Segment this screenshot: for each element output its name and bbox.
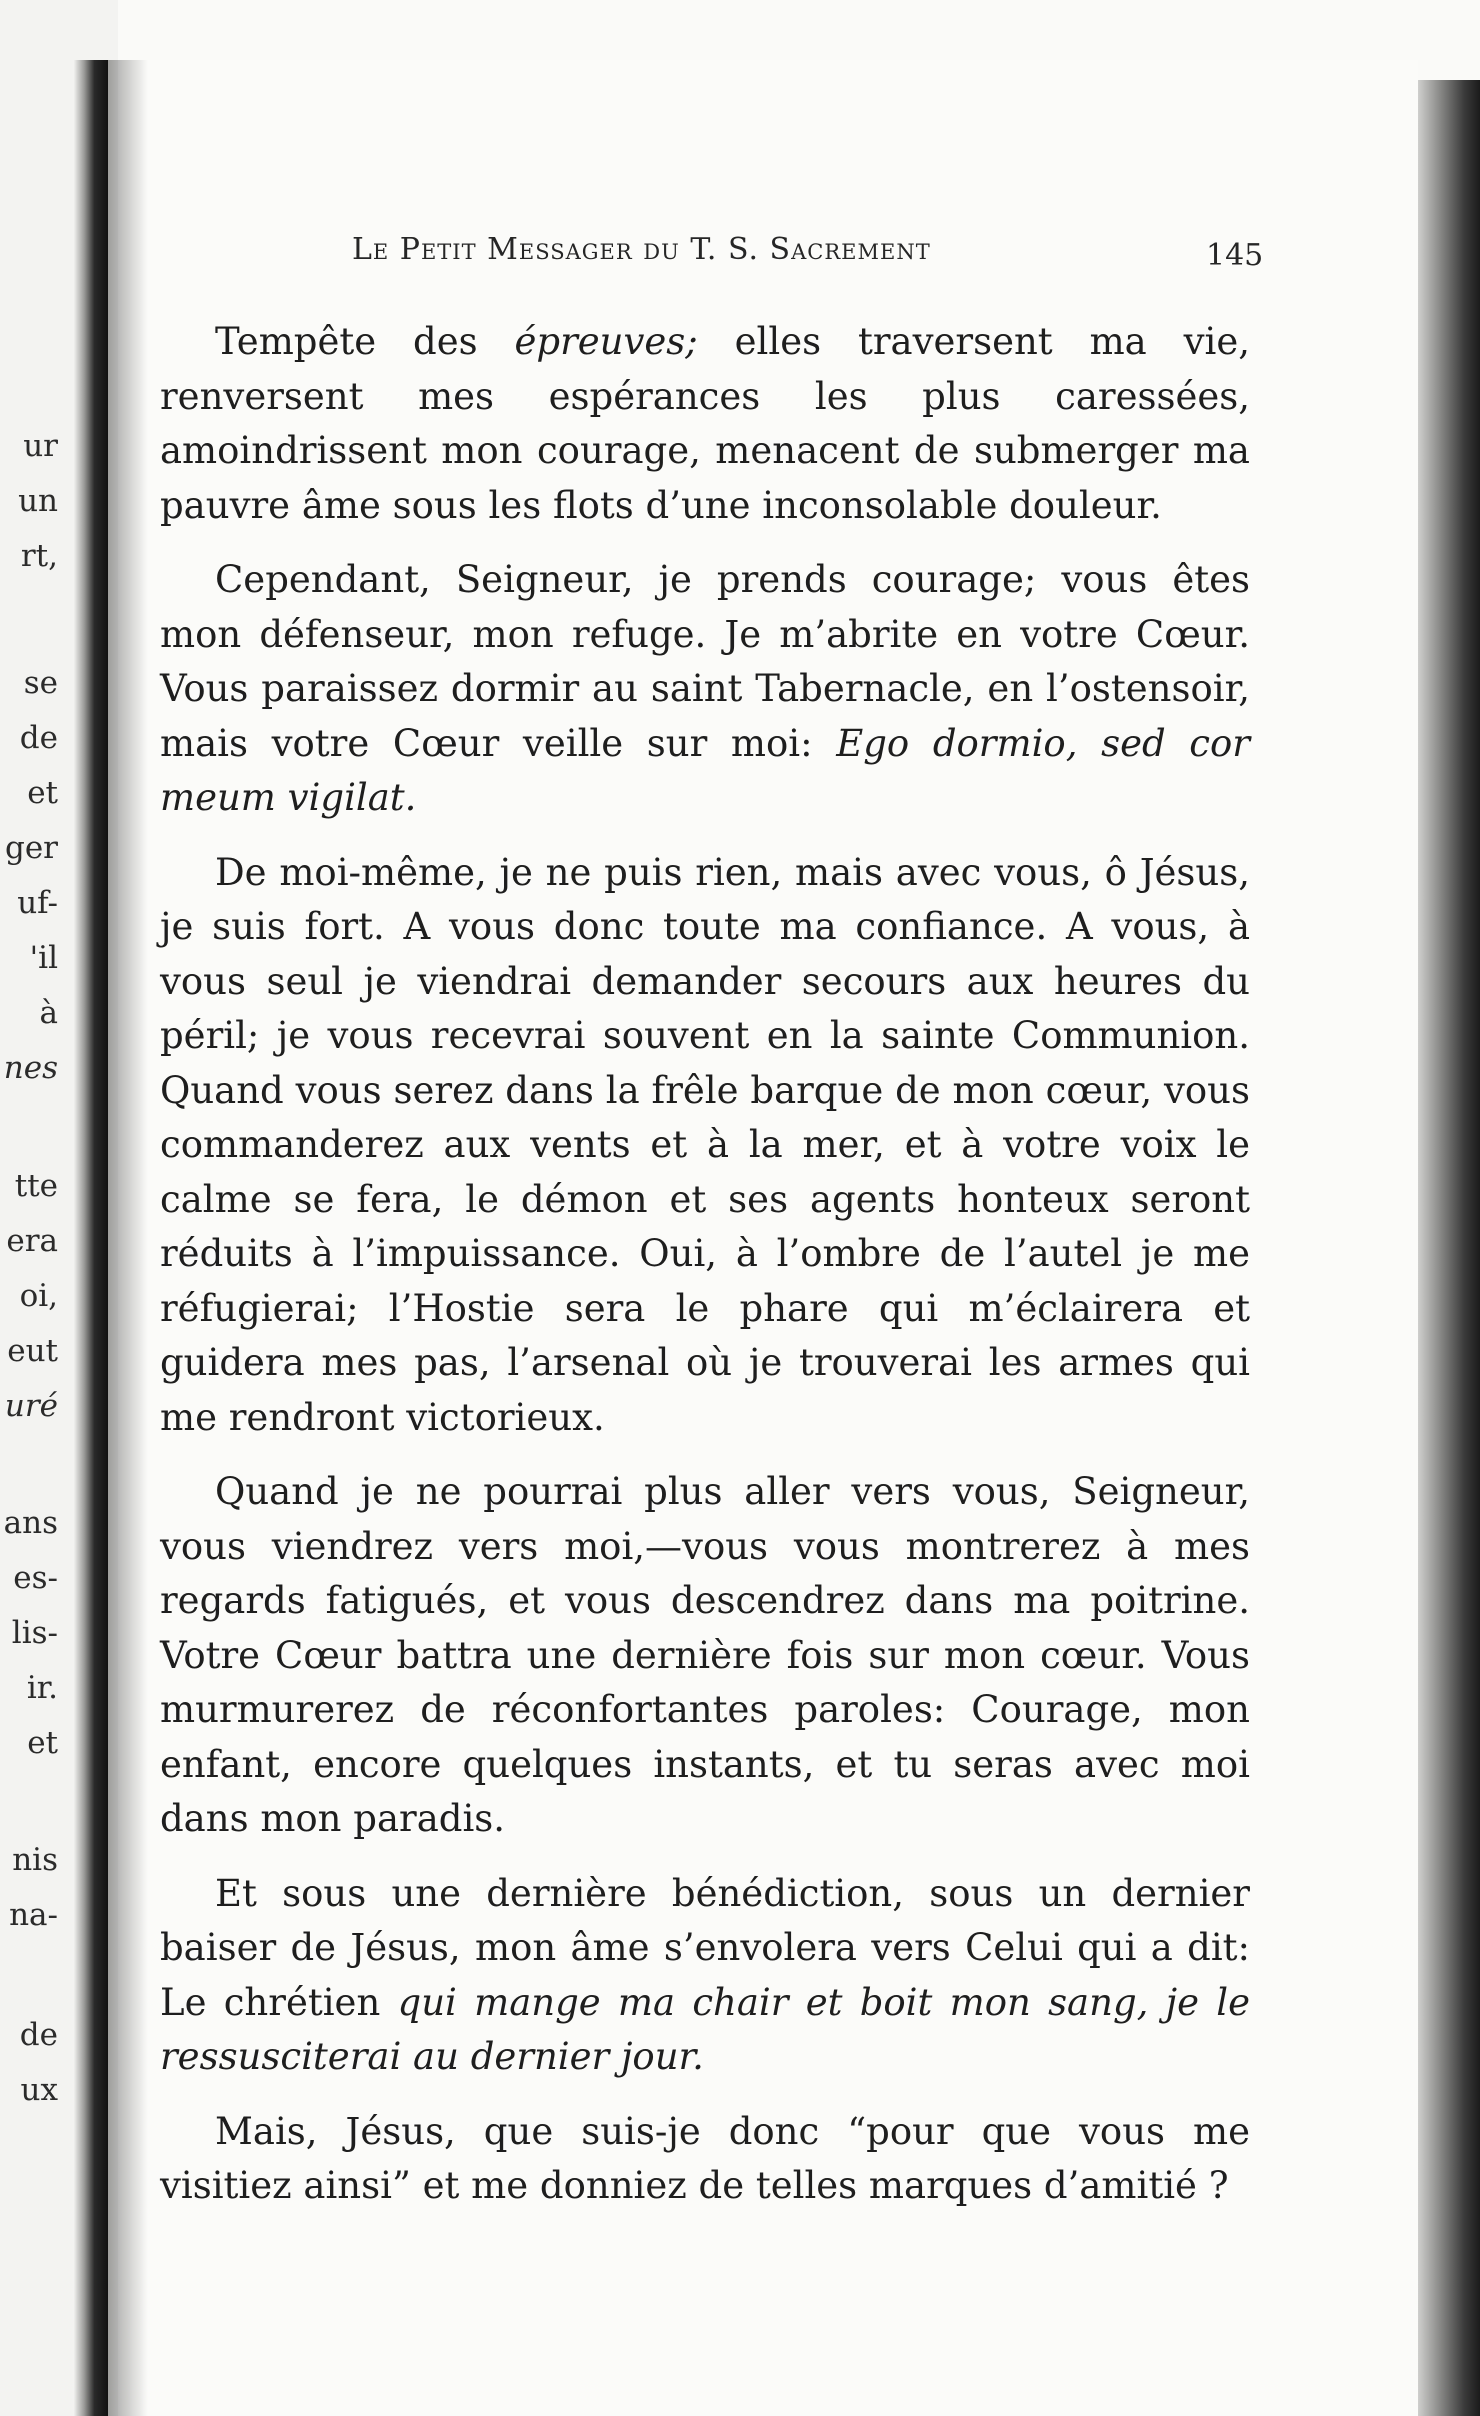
prev-page-fragment: de xyxy=(19,2017,58,2053)
prev-page-fragment: oi, xyxy=(19,1278,58,1314)
prev-page-fragment: nis xyxy=(12,1842,58,1878)
prev-page-fragment: 'il xyxy=(29,940,58,976)
paragraph-text: De moi-même, je ne puis rien, mais avec vous, ô Jésus, je suis fort. A vous donc toute ma confiance. A vous, à vous seul je viendrai demander secours aux heures du péril; je vous recevrai souvent en la sainte Communion. Quand vous serez dans la frêle barque de mon cœur, vous commanderez aux vents et à la mer, et à votre voix le calme se fera, le démon et ses agents honteux seront réduits à l’impuissance. Oui, à l’ombre de l’autel je me réfugierai; l’Hostie sera le phare qui m’éclairera et guidera mes pas, l’arsenal où je trouverai les armes qui me rendront victorieux. xyxy=(160,850,1250,1439)
prev-page-fragment: uré xyxy=(4,1388,58,1424)
prev-page-fragment: à xyxy=(39,995,58,1031)
prev-page-fragment: tte xyxy=(14,1168,58,1204)
prev-page-fragment: ux xyxy=(20,2072,58,2108)
running-head-title-mid: du xyxy=(643,232,680,267)
prev-page-fragment: ger xyxy=(4,830,58,866)
page-number: 145 xyxy=(1206,238,1264,273)
paragraph xyxy=(160,2105,1250,2214)
prev-page-fragment: un xyxy=(18,483,58,519)
prev-page-fragment: uf- xyxy=(17,885,58,921)
prev-page-fragment: de xyxy=(19,720,58,756)
page-edge-right xyxy=(1418,80,1480,2416)
prev-page-fragment: eut xyxy=(7,1333,58,1369)
prev-page-fragment: ir. xyxy=(26,1670,58,1706)
paragraph-text: Tempête des xyxy=(215,320,515,363)
paragraph-text: Mais, Jésus, que suis-je donc “pour que vous me visitiez ainsi” et me donniez de telles marques d’amitié ? xyxy=(160,2109,1250,2207)
paragraph xyxy=(160,315,1250,533)
paragraph-text: Cependant, Seigneur, je prends courage; vous êtes mon défenseur, mon refuge. Je m’abrite en votre Cœur. Vous paraissez dormir au saint Tabernacle, en l’ostensoir, mais votre Cœur veille sur moi: xyxy=(160,558,1250,765)
prev-page-fragment: lis- xyxy=(11,1615,58,1651)
paragraph xyxy=(160,553,1250,826)
gutter-shadow xyxy=(108,60,148,2416)
prev-page-fragment: es- xyxy=(13,1560,58,1596)
running-head-title-end: T. S. Sacrement xyxy=(690,232,931,267)
latin-quote: Ego dormio, sed cor meum vigilat. xyxy=(160,721,1250,819)
paragraph-text: Et sous une dernière bénédiction, sous un dernier baiser de Jésus, mon âme s’envolera vers Celui qui a dit: Le chrétien xyxy=(160,1871,1250,2024)
previous-page-text xyxy=(0,0,70,2416)
italic-phrase: épreuves; xyxy=(514,320,698,363)
scripture-quote: qui mange ma chair et boit mon sang, je le ressusciterai au dernier jour. xyxy=(160,1980,1250,2078)
prev-page-fragment: ur xyxy=(23,428,58,464)
book-binding xyxy=(74,60,108,2416)
paragraph-text: Quand je ne pourrai plus aller vers vous, Seigneur, vous viendrez vers moi,—vous vous montrerez à mes regards fatigués, et vous descendrez dans ma poitrine. Votre Cœur battra une dernière fois sur mon cœur. Vous murmurerez de réconfortantes paroles: Courage, mon enfant, encore quelques instants, et tu seras avec moi dans mon paradis. xyxy=(160,1470,1250,1840)
paragraph xyxy=(160,1867,1250,2085)
prev-page-fragment: se xyxy=(23,665,58,701)
paragraph xyxy=(160,1465,1250,1847)
running-head xyxy=(352,232,1072,267)
prev-page-fragment: et xyxy=(27,1725,58,1761)
paragraph-text: elles traversent ma vie, renversent mes espérances les plus caressées, amoindrissent mon courage, menacent de submerger ma pauvre âme sous les flots d’une inconsolable douleur. xyxy=(160,320,1250,527)
prev-page-fragment: nes xyxy=(3,1050,58,1086)
prev-page-fragment: et xyxy=(27,775,58,811)
prev-page-fragment: era xyxy=(6,1223,58,1259)
running-head-title-start: Le Petit Messager xyxy=(352,232,633,267)
prev-page-fragment: ans xyxy=(3,1505,58,1541)
paragraph xyxy=(160,846,1250,1446)
prev-page-fragment: na- xyxy=(9,1897,58,1933)
prev-page-fragment: rt, xyxy=(20,538,58,574)
body-text xyxy=(160,315,1250,2234)
